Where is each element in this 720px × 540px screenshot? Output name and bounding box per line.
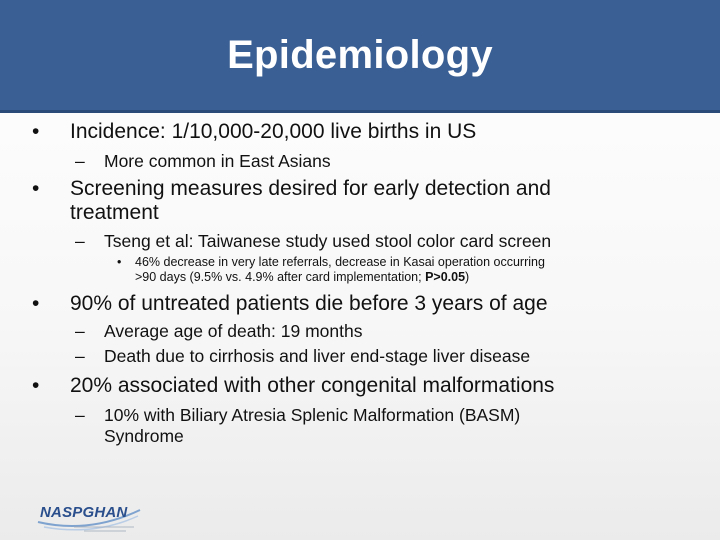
- bullet-text: treatment: [70, 201, 159, 224]
- bullet-marker: •: [32, 177, 40, 200]
- p-value: P>0.05: [425, 270, 466, 284]
- bullet-marker: •: [32, 120, 40, 143]
- bullet-marker: –: [75, 346, 85, 366]
- bullet-text: 46% decrease in very late referrals, decrease in Kasai operation occurring: [135, 255, 545, 269]
- bullet-incidence: [32, 120, 477, 144]
- naspghan-logo: [34, 500, 144, 534]
- bullet-text: 20% associated with other congenital malformations: [70, 374, 555, 397]
- sub-bullet-east-asians: [75, 150, 331, 172]
- sub-bullet-age-of-death: [75, 320, 363, 342]
- bullet-untreated: [32, 292, 548, 316]
- logo-wordmark: NASPGHAN: [40, 504, 128, 521]
- bullet-screening: [32, 177, 551, 201]
- bullet-malformations: [32, 374, 555, 398]
- bullet-text: Tseng et al: Taiwanese study used stool color card screen: [104, 231, 552, 251]
- bullet-text: Screening measures desired for early detection and: [70, 177, 551, 200]
- slide-title: Epidemiology: [227, 32, 493, 77]
- bullet-marker: –: [75, 405, 85, 425]
- bullet-marker: •: [32, 374, 40, 397]
- title-bar: [0, 0, 720, 113]
- sub-bullet-tseng: [75, 230, 552, 252]
- sub-bullet-basm: [75, 404, 521, 426]
- bullet-text: Incidence: 1/10,000-20,000 live births in US: [70, 120, 477, 143]
- bullet-marker: •: [117, 255, 122, 269]
- bullet-marker: •: [32, 292, 40, 315]
- bullet-screening-cont: [70, 201, 159, 225]
- bullet-text: Average age of death: 19 months: [104, 321, 363, 341]
- bullet-text: More common in East Asians: [104, 151, 331, 171]
- bullet-text: >90 days (9.5% vs. 4.9% after card implementation;: [135, 270, 426, 284]
- sub-sub-bullet-referrals: [117, 255, 545, 270]
- bullet-text: 10% with Biliary Atresia Splenic Malformation (BASM): [104, 405, 521, 425]
- sub-bullet-cirrhosis: [75, 345, 531, 367]
- bullet-text: 90% of untreated patients die before 3 years of age: [70, 292, 548, 315]
- bullet-marker: –: [75, 321, 85, 341]
- bullet-marker: –: [75, 231, 85, 251]
- sub-bullet-basm-cont: [104, 425, 184, 447]
- sub-sub-bullet-referrals-cont: [135, 270, 469, 285]
- bullet-text: Syndrome: [104, 426, 184, 446]
- bullet-text: Death due to cirrhosis and liver end-stage liver disease: [104, 346, 531, 366]
- bullet-marker: –: [75, 151, 85, 171]
- bullet-text-tail: ): [465, 270, 470, 284]
